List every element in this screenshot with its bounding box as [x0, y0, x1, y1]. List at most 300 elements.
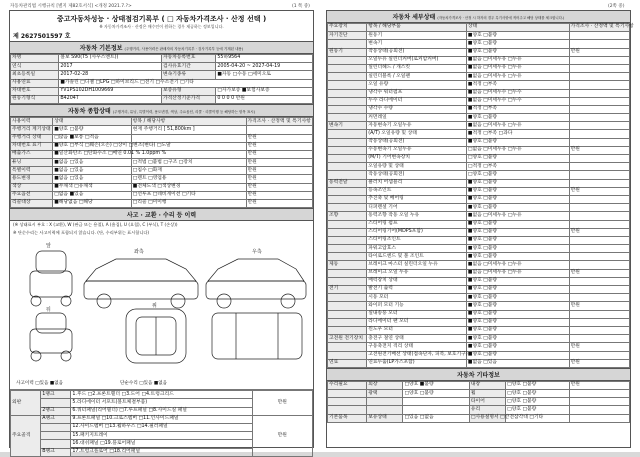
detail-row: [328, 130, 630, 138]
car-label-left: 좌측: [134, 249, 144, 256]
detail-cell: [569, 212, 629, 220]
detail-cell: [328, 163, 367, 171]
detail-cell: 파워고압호스: [367, 245, 467, 253]
detail-row: [328, 32, 630, 40]
detail-cell: [328, 105, 367, 113]
other-cell: □양호 ■불량: [403, 381, 469, 389]
basic-value: B4204T: [59, 95, 162, 103]
basic-value: 볼보 S90(T5 (사우스엔트)): [59, 55, 162, 63]
status-cell: ■전체도색 □색상변경: [131, 183, 246, 191]
detail-cell: 작동상태(공회전): [367, 48, 467, 56]
detail-cell: 작동상태(공회전): [367, 138, 467, 146]
basic-key: 사용연료: [11, 79, 59, 87]
detail-row: [328, 310, 630, 318]
detail-cell: [569, 261, 629, 269]
detail-cell: ■없음 □미세누유 □누유: [466, 64, 569, 72]
detail-cell: 변속기: [328, 122, 367, 130]
status-cell: 만원: [246, 183, 312, 191]
rank1-label: 1랭크: [41, 391, 71, 399]
basic-value: 2017: [59, 63, 162, 71]
detail-cell: 수동변속기 오일누유: [367, 146, 467, 154]
detail-cell: [569, 277, 629, 285]
detail-cell: 누수 라디에이터: [367, 97, 467, 105]
detail-cell: [569, 286, 629, 294]
status-col-header: 상태: [53, 118, 132, 126]
detail-cell: ■양호 □불량: [466, 253, 569, 261]
detail-cell: 자동변속기 오일누유: [367, 122, 467, 130]
frame-label: 주요골격: [11, 415, 41, 456]
status-cell: □침수 □화재: [131, 167, 246, 175]
status-cell: 만원: [246, 142, 312, 150]
detail-cell: 라디에이터 팬 모터: [367, 318, 467, 326]
simple-repair-yes-no: 단순수리 □있음 ■없음: [120, 381, 168, 387]
detail-cell: 전기: [328, 286, 367, 294]
detail-cell: [328, 40, 367, 48]
other-cell: [403, 406, 469, 414]
status-cell: □많음 ■보통 □적음: [53, 134, 132, 142]
other-cell: [569, 398, 629, 406]
detail-cell: ■양호 □불량: [466, 179, 569, 187]
status-cell: 색상: [11, 183, 53, 191]
detail-cell: [569, 122, 629, 130]
other-row: [328, 398, 630, 406]
detail-cell: [328, 318, 367, 326]
detail-cell: □양호 □불량: [466, 171, 569, 179]
detail-cell: [569, 155, 629, 163]
basic-row: [11, 63, 313, 71]
detail-cell: 만원: [569, 269, 629, 277]
detail-cell: ■양호 □불량: [466, 326, 569, 334]
page-number-left: (1 쪽 중): [292, 4, 310, 9]
detail-cell: ■양호 □불량: [466, 195, 569, 203]
detail-cell: 냉각수 수량: [367, 105, 467, 113]
basic-info-table: [10, 54, 313, 104]
overall-status-title: 자동차 종합상태 (주행거리, 튜닝, 특별이력, 용도변경, 색상, 주요옵션, 리콜 · 리콜이행 등 해당하는 항목 표시): [10, 104, 313, 117]
detail-cell: [328, 146, 367, 154]
car-label-top: 위: [152, 303, 157, 310]
detail-cell: 윈도우 모터: [367, 326, 467, 334]
detail-cell: 만원: [569, 359, 629, 367]
status-cell: 차대번호 표기: [11, 142, 53, 150]
car-frame-view: [212, 313, 302, 359]
detail-col-header: 항목 / 해당부품: [367, 24, 467, 32]
detail-cell: [328, 64, 367, 72]
detail-cell: (M/T) 기어변속장치: [367, 155, 467, 163]
rankA-items: 9.프론트패널 □10.크로스멤버 □11.인사이드패널: [71, 415, 252, 423]
detail-row: [328, 277, 630, 285]
status-cell: 주행거리 상태: [11, 134, 53, 142]
detail-cell: □적정 □부족: [466, 163, 569, 171]
record-number: 제 2627501597 호: [13, 33, 71, 40]
overall-status-table: [10, 117, 313, 208]
other-row: [328, 414, 630, 422]
detail-cell: 실내송풍 모터: [367, 310, 467, 318]
status-cell: 만원: [246, 175, 312, 183]
detail-cell: ■양호 □불량: [466, 245, 569, 253]
basic-key: 차대번호: [11, 87, 59, 95]
detail-cell: ■적정 □부족: [466, 105, 569, 113]
detail-cell: ■없음 □미세누유 □누유: [466, 269, 569, 277]
detail-cell: ■양호 □불량: [466, 236, 569, 244]
detail-row: [328, 261, 630, 269]
detail-row: [328, 286, 630, 294]
detail-row: [328, 343, 630, 351]
accident-legend-note: (※ 상태표시 부호 : X (교환), W (판금 또는 용접), A (흠집), U (요철), C (부식), T (손상)): [13, 222, 178, 228]
detail-cell: ■양호 □불량: [466, 302, 569, 310]
status-row: [11, 134, 313, 142]
status-cell: □선루프 □네비게이션 □기타: [131, 191, 246, 199]
status-col-header: 가격조사 · 산정액 및 특기사항: [246, 118, 312, 126]
other-cell: 타이어: [469, 398, 505, 406]
detail-row: [328, 81, 630, 89]
detail-row: [328, 97, 630, 105]
detail-cell: ■없음 □미세누수 □누수: [466, 89, 569, 97]
detail-cell: [569, 220, 629, 228]
detail-cell: [328, 245, 367, 253]
rank2-label: 2랭크: [41, 407, 71, 415]
status-cell: 만원: [246, 159, 312, 167]
basic-value: ■가솔린 □디젤 □LPG □하이브리드 □전기 □수소전기 □기타: [59, 79, 313, 87]
detail-row: [328, 269, 630, 277]
detail-cell: ■양호 □불량: [466, 114, 569, 122]
detail-cell: 고전원전기배선 상태(접속단자, 피복, 보호기구): [367, 351, 467, 359]
basic-value: YV1PS102DH1009669: [59, 87, 162, 95]
detail-row: [328, 48, 630, 56]
basic-key: 검사유효기간: [161, 63, 215, 71]
status-cell: 만원: [246, 200, 312, 208]
detail-cell: □없음 □미세누유 □누유: [466, 146, 569, 154]
car-label-right: 우측: [252, 249, 262, 256]
detail-cell: 원동기: [328, 48, 367, 56]
basic-value: ■자동 □수동 □세미오토: [216, 71, 313, 79]
status-row: [11, 175, 313, 183]
detail-cell: ■양호 □불량: [466, 351, 569, 359]
detail-row: [328, 195, 630, 203]
status-cell: 특별이력: [11, 167, 53, 175]
detail-cell: ■적정 □부족 □과다: [466, 130, 569, 138]
status-cell: ■무채색 □유채색: [53, 183, 132, 191]
accident-history-title: 사고 · 교환 · 수리 등 이력: [10, 208, 313, 221]
detail-row: [328, 204, 630, 212]
detail-cell: [569, 253, 629, 261]
detail-cell: ■없음 □미세누수 □누수: [466, 97, 569, 105]
status-cell: 주행거리 계기상태: [11, 126, 53, 134]
detail-cell: [569, 351, 629, 359]
detail-row: [328, 64, 630, 72]
other-cell: [328, 390, 367, 398]
detail-row: [328, 318, 630, 326]
detail-cell: 조향: [328, 212, 367, 220]
status-cell: [131, 134, 246, 142]
detail-row: [328, 228, 630, 236]
outer-label: 외판: [11, 391, 41, 416]
detail-cell: [569, 97, 629, 105]
other-cell: [569, 406, 629, 414]
detail-cell: [569, 245, 629, 253]
car-front-view: [30, 251, 72, 306]
detail-cell: [328, 187, 367, 195]
detail-row: [328, 220, 630, 228]
other-cell: 외장: [367, 381, 403, 389]
frame-result: 만원: [252, 415, 312, 456]
detail-cell: [569, 335, 629, 343]
detail-cell: 만원: [569, 187, 629, 195]
other-info-table: [327, 381, 630, 423]
rank1b-items: 5.라디에이터 서포트(볼트체결부품): [71, 399, 252, 407]
detail-cell: [328, 302, 367, 310]
detail-row: [328, 105, 630, 113]
detail-cell: 동력전달: [328, 179, 367, 187]
detail-cell: 자기진단: [328, 32, 367, 40]
car-diagram-area: [10, 237, 313, 390]
detail-cell: 연료: [328, 359, 367, 367]
detail-cell: 등속조인트: [367, 187, 467, 195]
car-label-rear: 뒤: [46, 307, 51, 314]
status-cell: 만원: [246, 150, 312, 158]
basic-value: □자가보증 ■보험사보증: [216, 87, 313, 95]
detail-cell: 스티어링 펌프: [367, 220, 467, 228]
detail-row: [328, 294, 630, 302]
status-cell: 튜닝: [11, 159, 53, 167]
accident-yes-no: 사고이력 □있음 ■없음: [16, 381, 64, 387]
other-info-title: 자동차 기타정보: [327, 368, 630, 381]
detail-cell: [569, 56, 629, 64]
outer-result: 만원: [252, 391, 312, 416]
status-row: [11, 167, 313, 175]
detail-row: [328, 335, 630, 343]
detail-cell: [569, 195, 629, 203]
other-cell: □있음 □없음: [403, 414, 469, 422]
left-page: [9, 10, 314, 454]
basic-key: 가격산정기준가격: [161, 95, 215, 103]
detail-cell: 스티어링조인트: [367, 236, 467, 244]
basic-key: 원동기형식: [11, 95, 59, 103]
status-cell: ■양호 □불량: [53, 126, 132, 134]
basic-key: 연식: [11, 63, 59, 71]
detail-cell: [569, 236, 629, 244]
detail-cell: [569, 204, 629, 212]
basic-row: [11, 71, 313, 79]
detail-cell: 타이로드엔드 및 볼 조인트: [367, 253, 467, 261]
detail-row: [328, 122, 630, 130]
detail-cell: ■양호 □불량: [466, 48, 569, 56]
detail-cell: [569, 138, 629, 146]
other-cell: □양호 □불량: [506, 381, 569, 389]
detail-cell: [569, 64, 629, 72]
detail-cell: ■양호 □불량: [466, 335, 569, 343]
status-row: [11, 191, 313, 199]
rankB-label: B랭크: [41, 448, 71, 456]
detail-cell: 디퍼렌셜 기어: [367, 204, 467, 212]
status-cell: ■없음 □있음: [53, 167, 132, 175]
other-cell: □양호 □불량: [506, 406, 569, 414]
detail-col-header: 상태: [466, 24, 569, 32]
status-cell: ■해당없음 □해당: [53, 200, 132, 208]
status-cell: 만원: [246, 167, 312, 175]
other-cell: 만원: [569, 381, 629, 389]
rankA2-items: 12.사이드멤버 □13.휠하우스 □14.필러패널: [71, 423, 252, 431]
form-subtitle: ※ 자동차가격조사 · 산정은 매수인이 원하는 경우 제공하는 정보입니다.: [99, 24, 224, 29]
detail-cell: [569, 171, 629, 179]
other-cell: [403, 398, 469, 406]
detail-cell: ■없음 □미세누유 □누유: [466, 56, 569, 64]
basic-row: [11, 95, 313, 103]
status-cell: 용도변경: [11, 175, 53, 183]
detail-row: [328, 56, 630, 64]
detail-cell: ■양호 □불량: [466, 187, 569, 195]
detail-cell: [328, 204, 367, 212]
basic-key: 최초등록일: [11, 71, 59, 79]
detail-col-header: 가격조사 · 산정액 및 특기사항: [569, 24, 629, 32]
detail-cell: [569, 318, 629, 326]
other-cell: □양호 □불량: [403, 390, 469, 398]
detail-row: [328, 236, 630, 244]
detail-row: [328, 351, 630, 359]
detail-row: [328, 171, 630, 179]
detail-row: [328, 245, 630, 253]
detail-cell: [328, 220, 367, 228]
detail-cell: [328, 114, 367, 122]
detail-row: [328, 179, 630, 187]
status-cell: [246, 126, 312, 134]
other-cell: [367, 398, 403, 406]
detail-cell: ■양호 □불량: [466, 286, 569, 294]
detail-cell: 브레이크 마스터 실린더오일 누유: [367, 261, 467, 269]
detail-row: [328, 89, 630, 97]
status-cell: 주요옵션: [11, 191, 53, 199]
detail-cell: [569, 179, 629, 187]
detail-cell: [569, 114, 629, 122]
detail-cell: 만원: [569, 228, 629, 236]
detail-cell: [569, 105, 629, 113]
detail-cell: 오일유량 및 상태: [367, 163, 467, 171]
detail-cell: 배력장치 상태: [367, 277, 467, 285]
detail-cell: 작동상태(공회전): [367, 171, 467, 179]
detail-cell: [328, 326, 367, 334]
detail-cell: 만원: [569, 48, 629, 56]
status-cell: □리콜 □미이행: [131, 200, 246, 208]
basic-row: [11, 87, 313, 95]
detail-cell: 연료누출(LP가스포함): [367, 359, 467, 367]
detail-cell: [569, 32, 629, 40]
basic-value: 0 0 0 0 만원: [216, 95, 313, 103]
detail-row: [328, 326, 630, 334]
detail-row: [328, 73, 630, 81]
detail-row: [328, 146, 630, 154]
status-cell: ■없음 □있음: [53, 175, 132, 183]
status-cell: □적법 □불법 □구조 □장치: [131, 159, 246, 167]
detail-cell: 만원: [569, 343, 629, 351]
simple-repair-note: ※ 단순수리는 사고이력에 포함되지 않습니다. (단, 수리부위는 표시합니다): [13, 230, 150, 236]
detail-row: [328, 359, 630, 367]
detail-cell: [569, 40, 629, 48]
basic-value: 2005-04-20 ~ 2027-04-19: [216, 63, 313, 71]
status-cell: 리콜대상: [11, 200, 53, 208]
status-cell: ■일산화탄소 □탄화수소 □매연 0.01 % 1.0ppm %: [53, 150, 132, 158]
detail-cell: 추진축 및 베어링: [367, 195, 467, 203]
detail-cell: 오일누유 실린더커버(로커암커버): [367, 56, 467, 64]
other-cell: [569, 390, 629, 398]
basic-key: 자동차등록번호: [161, 55, 215, 63]
detail-cell: [569, 294, 629, 302]
form-header: 자동차관리법 시행규칙 [별지 제82호서식] <개정 2021.7.?>: [10, 4, 132, 9]
detail-cell: 브레이크 오일 누유: [367, 269, 467, 277]
detail-cell: [569, 310, 629, 318]
rank2-items: 6.쿼터패널(리어휀더) □7.루프패널 □8.사이드실 패널: [71, 407, 252, 415]
detail-cell: 만원: [569, 146, 629, 154]
detail-cell: ■양호 □불량: [466, 310, 569, 318]
car-rear-view: [30, 313, 72, 361]
detail-cell: 만원: [569, 302, 629, 310]
detail-cell: [328, 81, 367, 89]
detail-cell: [569, 326, 629, 334]
other-row: [328, 406, 630, 414]
detail-status-table: [327, 23, 634, 368]
detail-cell: 구동축전지 격리 상태: [367, 343, 467, 351]
rankA3-items: 15.패키지트레이: [71, 432, 252, 440]
car-label-front: 앞: [46, 243, 51, 250]
status-cell: 만원: [246, 191, 312, 199]
status-row: [11, 200, 313, 208]
detail-col-header: 주요장치: [328, 24, 367, 32]
detail-cell: [328, 236, 367, 244]
detail-cell: 오일 유량: [367, 81, 467, 89]
car-right-side-view: [206, 259, 306, 308]
car-left-side-view: [84, 259, 198, 308]
status-col-header: 항목 / 해당사항: [131, 118, 246, 126]
detail-cell: ■양호 □불량: [466, 40, 569, 48]
detail-cell: [569, 89, 629, 97]
status-cell: ■양호 □부식 □훼손(오손) □상이 □변조(변타) □도말: [53, 142, 132, 150]
detail-cell: [328, 294, 367, 302]
other-cell: 내장: [469, 381, 505, 389]
detail-cell: [569, 130, 629, 138]
detail-cell: [328, 73, 367, 81]
detail-cell: [569, 163, 629, 171]
detail-cell: 커먼레일: [367, 114, 467, 122]
other-cell: [328, 406, 367, 414]
detail-cell: ■양호 □불량: [466, 138, 569, 146]
detail-row: [328, 114, 630, 122]
detail-cell: [328, 56, 367, 64]
detail-row: [328, 163, 630, 171]
detail-cell: ■양호 □불량: [466, 32, 569, 40]
other-cell: 광택: [367, 390, 403, 398]
detail-cell: 변속기: [367, 40, 467, 48]
detail-cell: 제동: [328, 261, 367, 269]
other-row: [328, 390, 630, 398]
other-cell: 휠: [469, 390, 505, 398]
detail-cell: [328, 89, 367, 97]
status-cell: ■없음 □있음: [53, 159, 132, 167]
detail-cell: [569, 73, 629, 81]
detail-cell: [328, 269, 367, 277]
detail-row: [328, 138, 630, 146]
detail-cell: [328, 130, 367, 138]
rankA-label: A랭크: [41, 415, 71, 423]
car-diagram: [16, 241, 308, 366]
basic-row: [11, 55, 313, 63]
detail-row: [328, 302, 630, 310]
detail-cell: ■양호 □불량: [466, 277, 569, 285]
detail-cell: [328, 310, 367, 318]
detail-cell: 발전기 출력: [367, 286, 467, 294]
status-row: [11, 183, 313, 191]
detail-cell: ■양호 □불량: [466, 220, 569, 228]
status-col-header: 사용이력: [11, 118, 53, 126]
rank1-items: 1.후드 □2.프론트휀더 □3.도어 □4.트렁크리드: [71, 391, 252, 399]
detail-cell: [328, 155, 367, 163]
